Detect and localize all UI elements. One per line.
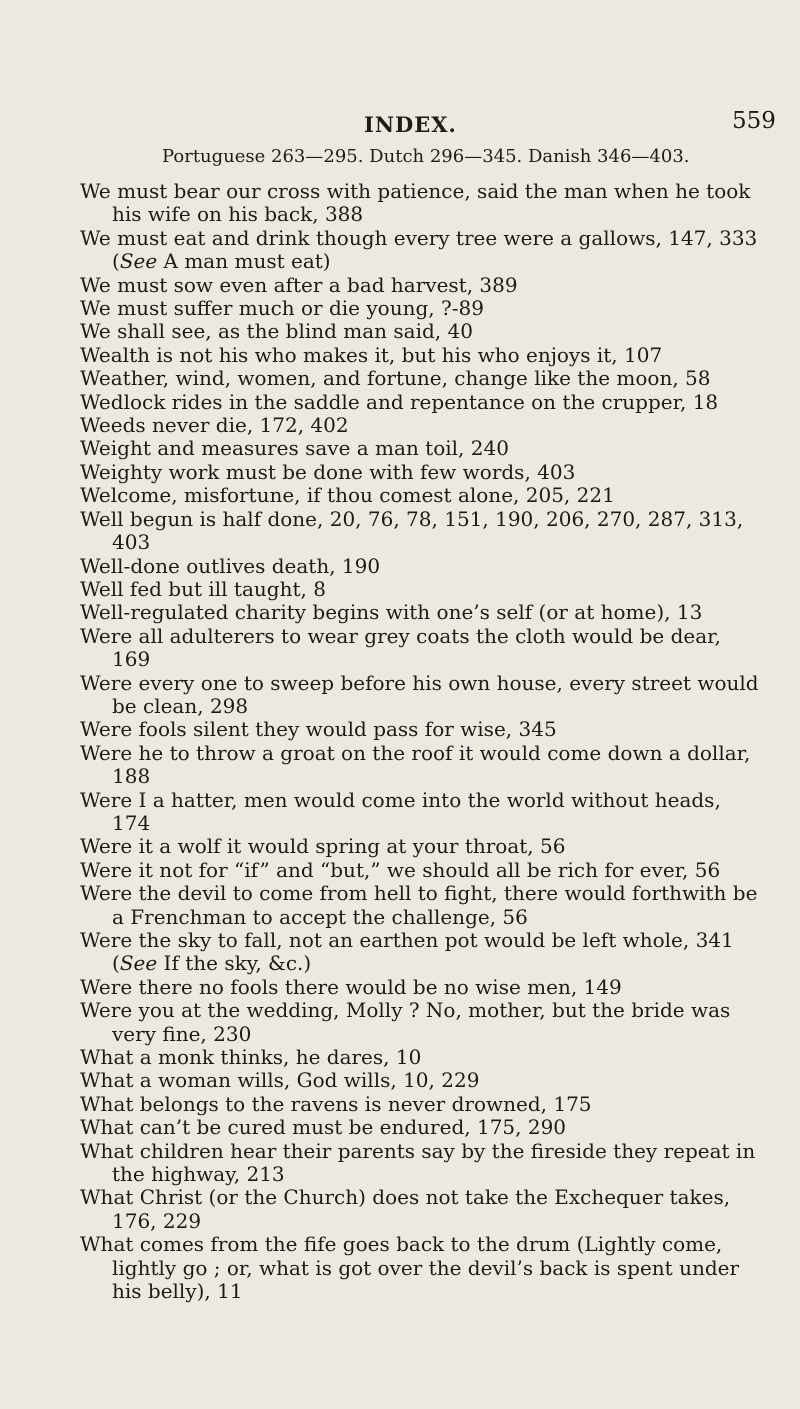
index-entry: What can’t be cured must be endured, 175, 290 — [80, 1115, 567, 1140]
index-entry: Well-regulated charity begins with one’s self (or at home), 13 — [80, 600, 703, 625]
see-label: See — [119, 951, 158, 976]
index-entry: Were all adulterers to wear grey coats the cloth would be dear, 169 — [80, 623, 721, 672]
cross-reference-text: A man must eat) — [157, 249, 331, 274]
index-entry: What comes from the fife goes back to the drum (Lightly come, lightly go ; or, what is got over the devil’s back is spent under his belly), 11 — [80, 1232, 740, 1304]
section-ranges: Portuguese 263—295. Dutch 296—345. Danish 346—403. — [162, 146, 690, 167]
index-entry: Welcome, misfortune, if thou comest alone, 205, 221 — [80, 483, 615, 508]
cross-reference: (See If the sky, &c.) — [112, 951, 312, 976]
index-entry: We shall see, as the blind man said, 40 — [80, 319, 473, 344]
index-entry: Were I a hatter, men would come into the world without heads, 174 — [80, 787, 721, 835]
page-number: 559 — [732, 108, 776, 134]
index-entry: Well fed but ill taught, 8 — [80, 576, 326, 601]
index-entry: Were you at the wedding, Molly ? No, mother, but the bride was very fine, 230 — [80, 998, 731, 1046]
index-entry: Weeds never die, 172, 402 — [80, 413, 349, 438]
index-entry: What belongs to the ravens is never drowned, 175 — [80, 1091, 592, 1116]
index-entry: We must sow even after a bad harvest, 389 — [80, 272, 518, 297]
index-entry: What children hear their parents say by the fireside they repeat in the highway, 213 — [80, 1138, 756, 1187]
index-entry: What a monk thinks, he dares, 10 — [80, 1045, 422, 1070]
index-entry: What Christ (or the Church) does not take the Exchequer takes, 176, 229 — [80, 1185, 731, 1233]
index-entry: We must suffer much or die young, ?-89 — [80, 296, 484, 321]
index-entry: Wedlock rides in the saddle and repentance on the crupper, 18 — [80, 389, 719, 414]
running-title: INDEX. — [364, 112, 457, 137]
index-entry: Wealth is not his who makes it, but his who enjoys it, 107 — [80, 342, 663, 367]
index-entry: Weather, wind, women, and fortune, change like the moon, 58 — [80, 366, 711, 391]
index-entry: We must bear our cross with patience, said the man when he took his wife on his back, 388 — [80, 179, 751, 227]
index-entry: Weighty work must be done with few words, 403 — [80, 459, 576, 484]
see-label: See — [119, 249, 158, 274]
index-entry: Were the sky to fall, not an earthen pot would be left whole, 341 — [80, 928, 734, 952]
index-entry: We must eat and drink though every tree were a gallows, 147, 333 — [80, 225, 758, 250]
cross-reference-text: If the sky, &c.) — [157, 951, 312, 976]
index-entry: Weight and measures save a man toil, 240 — [80, 436, 509, 461]
index-entry: Were he to throw a groat on the roof it would come down a dollar, 188 — [80, 740, 751, 789]
index-entry: Were fools silent they would pass for wise, 345 — [80, 717, 557, 742]
index-entry: What a woman wills, God wills, 10, 229 — [80, 1068, 480, 1093]
index-entries — [80, 180, 760, 1304]
cross-reference: (See A man must eat) — [112, 249, 331, 274]
index-entry: Well begun is half done, 20, 76, 78, 151, 190, 206, 270, 287, 313, 403 — [80, 506, 744, 555]
index-entry: Were there no fools there would be no wise men, 149 — [80, 974, 622, 999]
index-entry: Were it not for “if” and “but,” we should all be rich for ever, 56 — [80, 857, 721, 882]
index-entry: Were the devil to come from hell to fight, there would forthwith be a Frenchman to accept the challenge, 56 — [80, 881, 758, 929]
index-entry: Were every one to sweep before his own house, every street would be clean, 298 — [80, 670, 759, 718]
index-entry: Were it a wolf it would spring at your throat, 56 — [80, 834, 566, 859]
index-entry: Well-done outlives death, 190 — [80, 553, 381, 578]
